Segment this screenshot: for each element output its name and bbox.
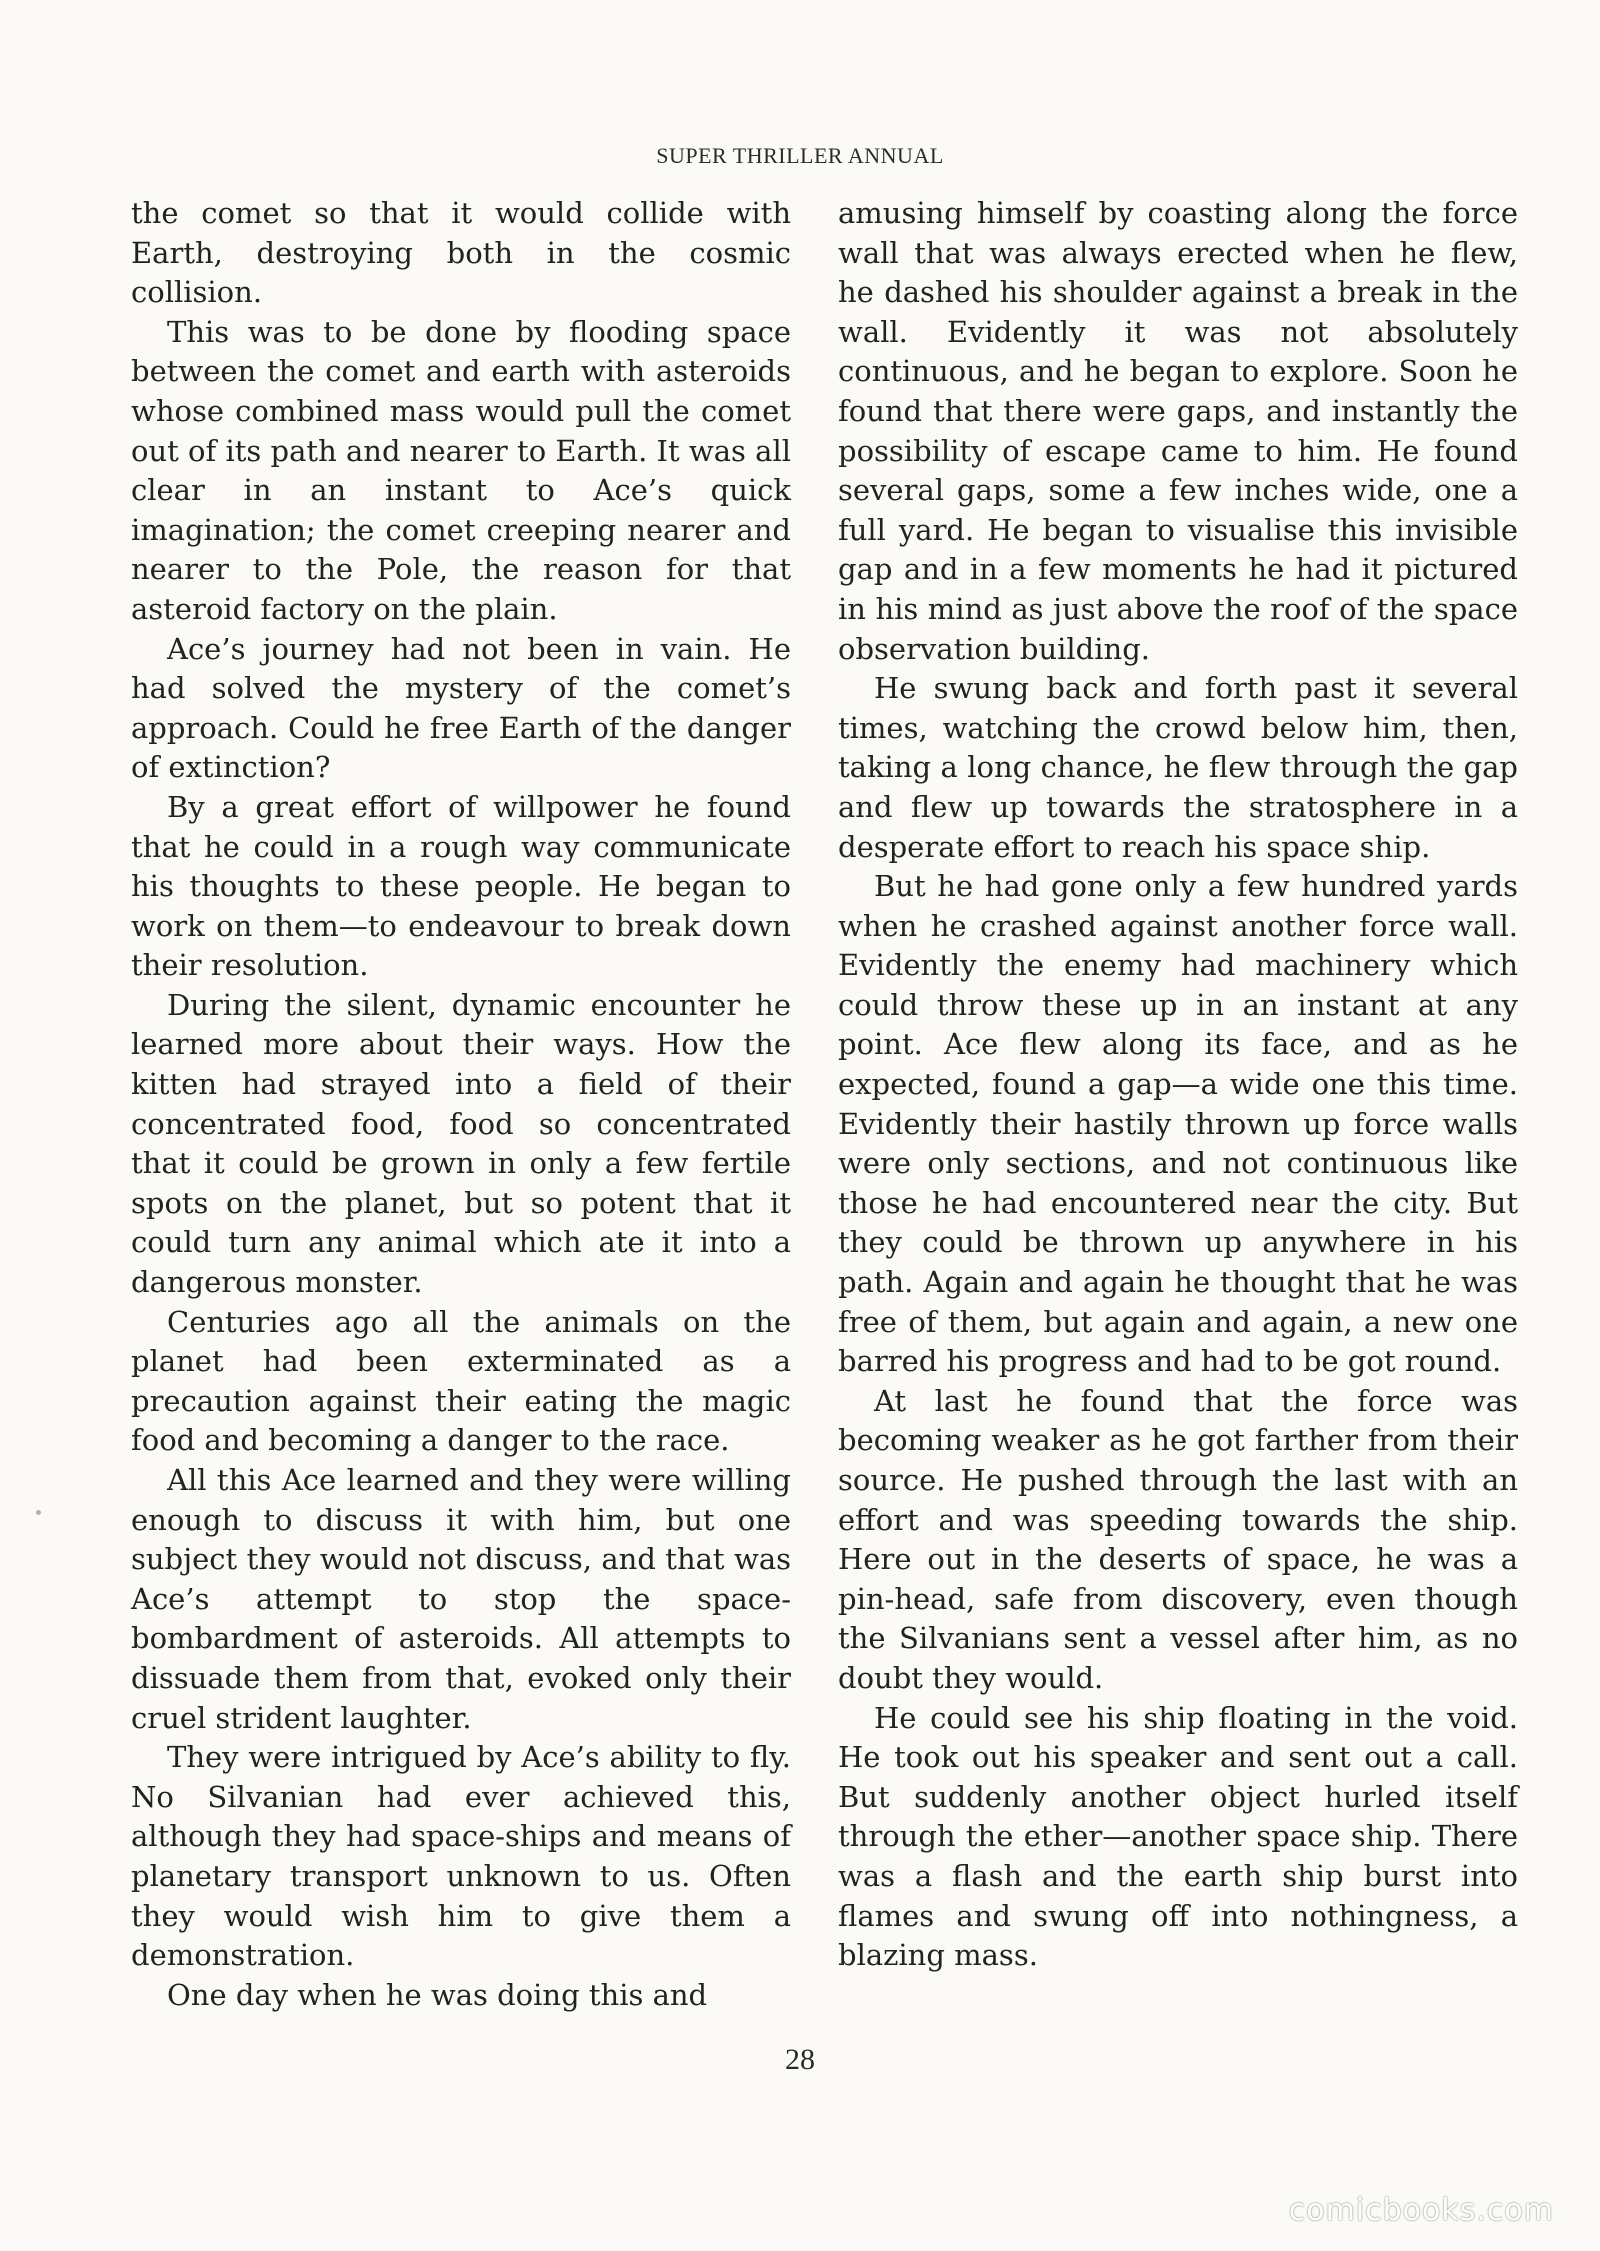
page-number: 28 bbox=[785, 2043, 815, 2076]
watermark: comicbooks.com bbox=[1288, 2193, 1554, 2228]
paragraph: Centuries ago all the animals on the planet had been exterminated as a precaution against their eating the magic food and becoming a danger to the race. bbox=[131, 1304, 791, 1458]
paragraph: By a great effort of willpower he found that he could in a rough way communicate his thoughts to these people. He began to work on them—to endeavour to break down their resolution. bbox=[131, 789, 791, 983]
paragraph: All this Ace learned and they were willing enough to discuss it with him, but one subject they would not discuss, and that was Ace’s attempt to stop the space-bombardment of asteroids. All attempts to dissuade them from that, evoked only their cruel strident laughter. bbox=[131, 1463, 791, 1735]
running-head: SUPER THRILLER ANNUAL bbox=[656, 143, 944, 168]
paragraph: This was to be done by flooding space between the comet and earth with asteroids whose combined mass would pull the comet out of its path and nearer to Earth. It was all clear in an instant to Ace’s quick imagination; the comet creeping nearer and nearer to the Pole, the reason for that asteroid factory on the plain. bbox=[131, 314, 791, 626]
paragraph: At last he found that the force was becoming weaker as he got farther from their source. He pushed through the last with an effort and was speeding towards the ship. Here out in the deserts of space, he was a pin-head, safe from discovery, even though the Silvanians sent a vessel after him, as no doubt they would. bbox=[838, 1383, 1518, 1695]
paragraph: He could see his ship floating in the void. He took out his speaker and sent out a call. But suddenly another object hurled itself through the ether—another space ship. There was a flash and the earth ship burst into flames and swung off into nothingness, a blazing mass. bbox=[838, 1700, 1518, 1973]
paragraph: amusing himself by coasting along the force wall that was always erected when he flew, he dashed his shoulder against a break in the wall. Evidently it was not absolutely continuous, and he began to explore. Soon he found that there were gaps, and instantly the possibility of escape came to him. He found several gaps, some a few inches wide, one a full yard. He began to visualise this invisible gap and in a few moments he had it pictured in his mind as just above the roof of the space observation building. bbox=[838, 196, 1518, 666]
left-column bbox=[131, 194, 791, 2015]
paragraph: One day when he was doing this and bbox=[167, 1977, 708, 2012]
paragraph: They were intrigued by Ace’s ability to fly. No Silvanian had ever achieved this, although they had space-ships and means of planetary transport unknown to us. Often they would wish him to give them a demonstration. bbox=[131, 1740, 791, 1973]
paragraph: Ace’s journey had not been in vain. He had solved the mystery of the comet’s approach. Could he free Earth of the danger of extinction? bbox=[131, 631, 791, 785]
paragraph: During the silent, dynamic encounter he learned more about their ways. How the kitten had strayed into a field of their concentrated food, food so concentrated that it could be grown in only a few fertile spots on the planet, but so potent that it could turn any animal which ate it into a dangerous monster. bbox=[131, 987, 791, 1300]
paragraph: But he had gone only a few hundred yards when he crashed against another force wall. Evidently the enemy had machinery which could throw these up in an instant at any point. Ace flew along its face, and as he expected, found a gap—a wide one this time. Evidently their hastily thrown up force walls were only sections, and not continuous like those he had encountered near the city. But they could be thrown up anywhere in his path. Again and again he thought that he was free of them, but again and again, a new one barred his progress and had to be got round. bbox=[838, 869, 1518, 1379]
paragraph: He swung back and forth past it several times, watching the crowd below him, then, taking a long chance, he flew through the gap and flew up towards the stratosphere in a desperate effort to reach his space ship. bbox=[838, 671, 1518, 864]
paper-speck bbox=[36, 1510, 41, 1515]
right-column bbox=[838, 194, 1518, 1976]
paragraph: the comet so that it would collide with Earth, destroying both in the cosmic collision. bbox=[131, 196, 791, 310]
